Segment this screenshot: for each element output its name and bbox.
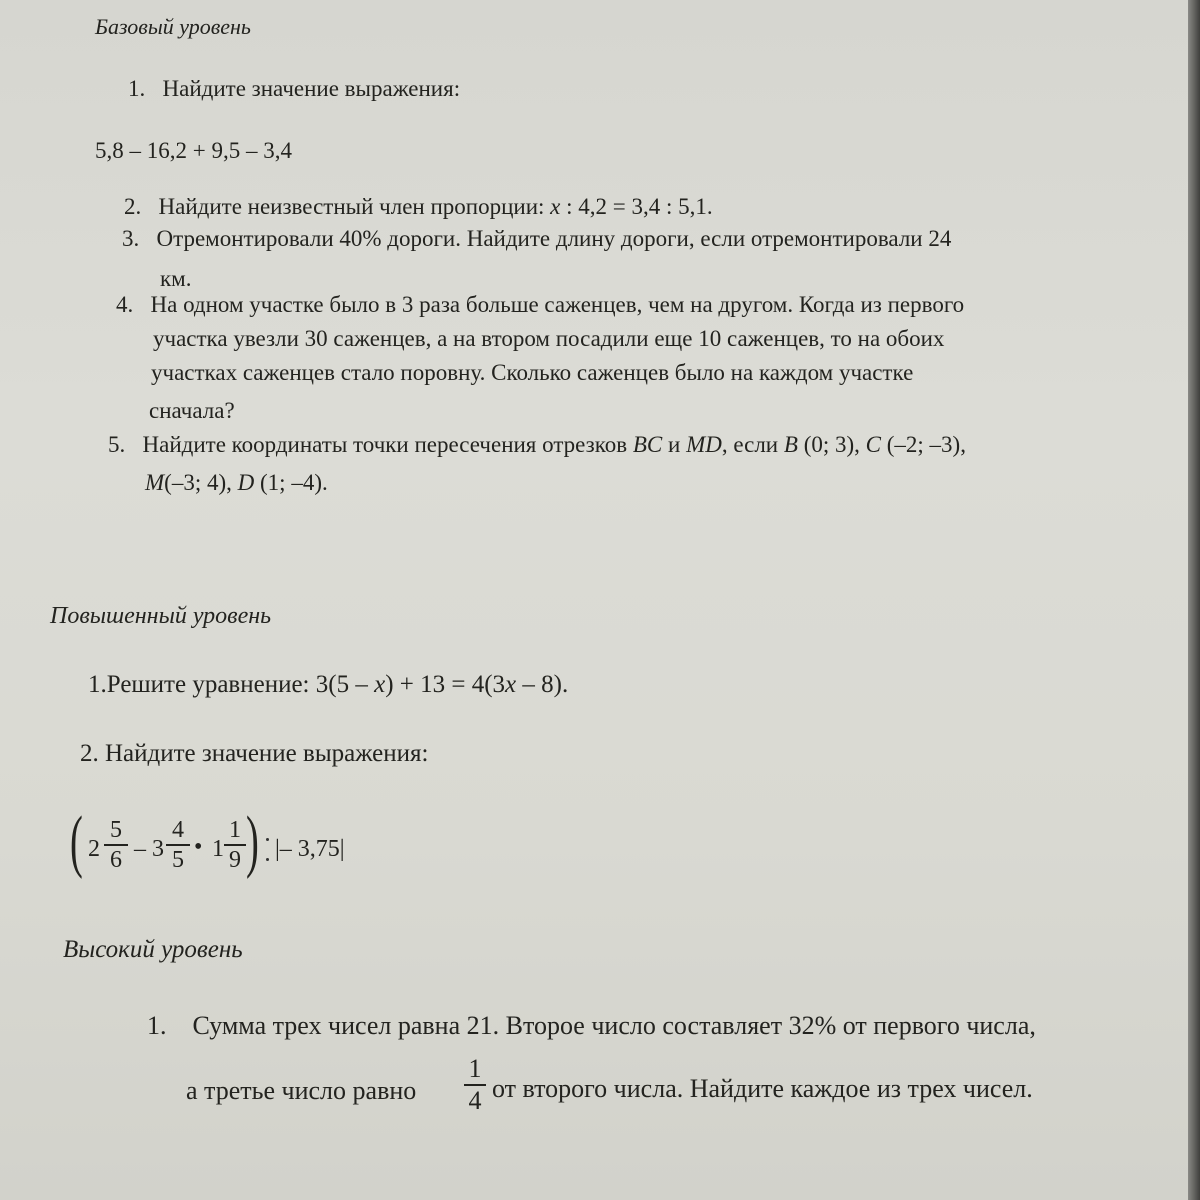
- denominator: 5: [172, 847, 184, 873]
- task-basic-4-line-1: [116, 292, 964, 318]
- coords-m: (–3; 4),: [164, 470, 238, 495]
- section-heading-high: Высокий уровень: [63, 936, 243, 963]
- division-dot-top: [266, 838, 269, 841]
- denominator: 9: [229, 847, 241, 873]
- whole-number: 2: [88, 836, 100, 862]
- task-text: и: [662, 432, 687, 457]
- task-basic-5-line-2: [145, 470, 328, 496]
- task-text: На одном участке было в 3 раза больше саженцев, чем на другом. Когда из первого: [150, 292, 965, 317]
- coords-d: (1; –4).: [254, 470, 328, 495]
- task-number: 1.: [147, 1011, 167, 1040]
- task-text: – 8).: [516, 671, 569, 698]
- whole-number: 3: [152, 836, 164, 862]
- task-text: , если: [721, 432, 784, 457]
- task-text-rest: : 4,2 = 3,4 : 5,1.: [560, 194, 713, 219]
- absolute-value: |– 3,75|: [275, 836, 345, 862]
- task-number: 3.: [122, 226, 140, 251]
- variable-x: x: [374, 671, 386, 698]
- task-number: 4.: [116, 292, 134, 317]
- multiply-dot: •: [194, 834, 203, 860]
- minus-sign: –: [134, 836, 146, 862]
- section-heading-basic: Базовый уровень: [95, 14, 251, 39]
- numerator: 4: [172, 817, 184, 843]
- denominator: 4: [468, 1086, 482, 1115]
- segment-md: MD: [686, 432, 722, 457]
- task-basic-2: [124, 194, 713, 220]
- task-text: Отремонтировали 40% дороги. Найдите длину дороги, если отремонтировали 24: [156, 226, 952, 251]
- task-number: 5.: [108, 432, 126, 457]
- page-edge-shadow: [1188, 0, 1200, 1200]
- variable-x: x: [550, 194, 561, 219]
- task-text: Найдите координаты точки пересечения отрезков: [142, 432, 633, 457]
- task-advanced-2: 2. Найдите значение выражения:: [80, 740, 429, 767]
- fraction-bar: [224, 844, 246, 846]
- fraction-bar: [104, 844, 128, 846]
- fraction-4-5: [166, 818, 190, 872]
- segment-bc: BC: [632, 432, 663, 457]
- fraction-bar: [166, 844, 190, 846]
- task-number: 1.: [128, 76, 146, 101]
- fraction-1-9: [224, 818, 246, 872]
- task-basic-4-line-3: участках саженцев стало поровну. Сколько саженцев было на каждом участке: [151, 360, 914, 385]
- coords-b: (0; 3),: [797, 432, 866, 457]
- fraction-5-6: [104, 818, 128, 872]
- task-text: Найдите значение выражения:: [162, 76, 461, 101]
- right-paren: ): [246, 803, 259, 880]
- task-advanced-1: [88, 671, 568, 699]
- left-paren: (: [70, 803, 83, 880]
- division-dot-bottom: [266, 858, 269, 861]
- task-text: Сумма трех чисел равна 21. Второе число составляет 32% от первого числа,: [192, 1011, 1036, 1040]
- task-text: 1.Решите уравнение: 3(5 –: [88, 671, 375, 698]
- point-c: C: [865, 432, 881, 457]
- denominator: 6: [110, 847, 122, 873]
- point-m: M: [145, 470, 165, 495]
- task-basic-1: [128, 76, 460, 102]
- whole-number: 1: [212, 836, 224, 862]
- task-text: Найдите неизвестный член пропорции:: [158, 194, 545, 219]
- task-basic-5-line-1: [108, 432, 966, 458]
- task-number: 2.: [124, 194, 142, 219]
- point-d: D: [237, 470, 255, 495]
- variable-x: x: [505, 671, 517, 698]
- coords-c: (–2; –3),: [881, 432, 966, 457]
- task-basic-3-line-2: км.: [160, 266, 192, 291]
- task-high-1-line-1: [147, 1011, 1036, 1041]
- numerator: 1: [229, 817, 241, 843]
- fraction-1-4: [464, 1056, 486, 1114]
- section-heading-advanced: Повышенный уровень: [50, 603, 272, 629]
- task-text: а третье число равно: [186, 1076, 417, 1105]
- point-b: B: [783, 432, 798, 457]
- task-basic-1-expression: 5,8 – 16,2 + 9,5 – 3,4: [95, 138, 292, 163]
- task-text: от второго числа. Найдите каждое из трех чисел.: [492, 1074, 1033, 1103]
- numerator: 1: [468, 1054, 482, 1083]
- task-basic-4-line-2: участка увезли 30 саженцев, а на втором посадили еще 10 саженцев, то на обоих: [153, 326, 945, 351]
- task-basic-4-line-4: сначала?: [149, 398, 235, 423]
- task-text: ) + 13 = 4(3: [385, 671, 506, 698]
- task-basic-3-line-1: [122, 226, 951, 252]
- numerator: 5: [110, 817, 122, 843]
